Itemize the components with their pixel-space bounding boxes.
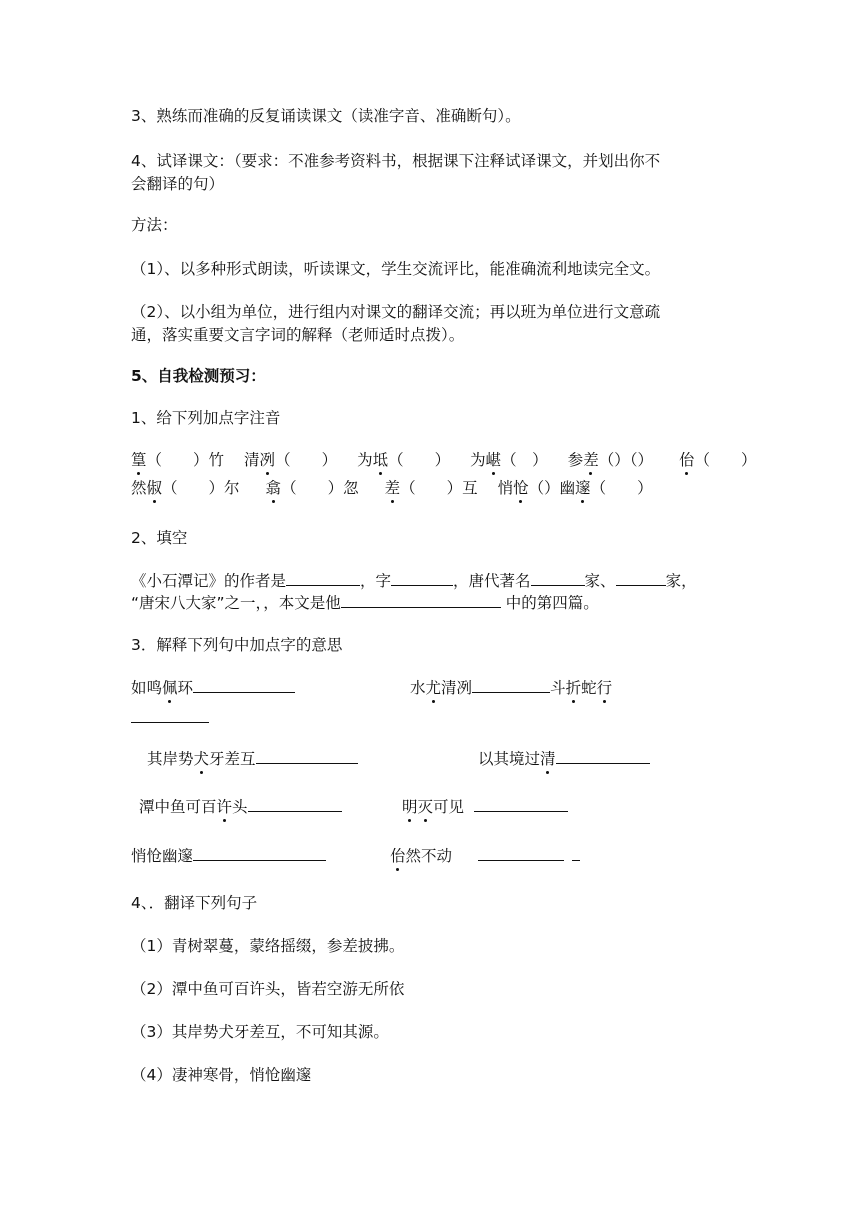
method-2-line2: 通，落实重要文言字词的解释（老师适时点拨）。 [131,326,465,344]
pinyin-blank: （ ） [694,451,757,469]
q1-row2: 然俶（ ）尔 翕（ ）忽 差（ ）互 悄怆（）幽邃（ ） [131,479,653,497]
q3-item-4: 其岸势犬牙差互 [147,749,358,769]
pinyin-blank: （ ）竹 [146,451,225,469]
method-2-line1: （2）、以小组为单位，进行组内对课文的翻译交流；再以班为单位进行文意疏 [131,303,661,321]
dotted-char: 坻 [372,451,389,469]
q4-title: 4、．翻译下列句子 [131,894,258,912]
pinyin-blank: （ ） [275,451,338,469]
answer-blank-tail[interactable] [572,846,580,861]
q1-title: 1、给下列加点字注音 [131,409,281,427]
dotted-char: 尤 [425,679,442,697]
dotted-char: 清 [540,750,556,768]
dotted-char: 许 [216,798,233,816]
q3-item-6: 潭中鱼可百许头 [139,797,342,817]
author-blank[interactable] [286,571,360,586]
answer-blank[interactable] [472,678,550,693]
dotted-char: 差 [583,451,599,469]
dotted-char: 篁 [131,451,147,469]
answer-blank[interactable] [478,846,564,861]
pinyin-blank: （ ） [501,451,548,469]
method-1: （1）、以多种形式朗读，听读课文，学生交流评比，能准确流利地读完全文。 [131,260,661,278]
pinyin-blank: （）（） [598,451,653,469]
section-5-heading: 5、自我检测预习： [131,367,266,385]
collection-blank[interactable] [341,593,501,608]
pinyin-blank: （ ）忽 [281,479,359,497]
q3-item-3-blank[interactable] [131,708,209,723]
pinyin-blank: （ ）互 [400,479,478,497]
q3-item-2: 水尤清冽 斗折蛇行 [410,679,613,697]
q1-row1: 篁（ ）竹 清冽（ ） 为坻（ ） 为嵁（ ） 参差（）（） 佁（ ） [131,451,757,469]
pinyin-blank: （ ）尔 [162,479,240,497]
q3-item-7: 明灭可见 [402,797,568,817]
answer-blank[interactable] [474,797,568,812]
q3-item-8: 悄怆幽邃 [131,846,326,866]
q3-item-5: 以其境过清 [478,749,650,769]
answer-blank[interactable] [556,749,650,764]
q4-item-4: （4）凄神寒骨，悄怆幽邃 [131,1066,312,1084]
field-blank-2[interactable] [616,571,666,586]
dotted-char: 差 [384,479,401,497]
q4-item-3: （3）其岸势犬牙差互，不可知其源。 [131,1023,389,1041]
dotted-char: 冽 [259,451,276,469]
q2-line2: “唐宋八大家”之一，，本文是他 中的第四篇。 [131,594,599,612]
method-label: 方法： [131,216,178,234]
q3-item-1: 如鸣佩环 [131,678,295,698]
dotted-char: 俶 [146,479,163,497]
pinyin-blank: （）幽 [528,479,576,497]
answer-blank[interactable] [256,749,358,764]
answer-blank[interactable] [193,678,295,693]
answer-blank[interactable] [193,846,326,861]
q4-item-2: （2）潭中鱼可百许头，皆若空游无所依 [131,980,405,998]
q2-title: 2、填空 [131,529,188,547]
item-4-line1: 4、试译课文：（要求：不准参考资料书，根据课下注释试译课文，并划出你不 [131,152,661,170]
dotted-char: 嵁 [485,451,502,469]
q2-line1: 《小石潭记》的作者是 ，字 ，唐代著名 家、 家， [131,572,697,590]
dotted-char: 行 [596,679,613,697]
dotted-char: 佁 [678,451,695,469]
dotted-char: 折 [565,679,582,697]
pinyin-blank: （ ） [388,451,451,469]
item-4-line2: 会翻译的句） [131,175,225,193]
field-blank-1[interactable] [531,571,585,586]
answer-blank[interactable] [248,797,342,812]
courtesy-name-blank[interactable] [391,571,453,586]
dotted-char: 佁 [390,847,406,865]
pinyin-blank: （ ） [590,479,653,497]
q3-title: 3．解释下列句中加点字的意思 [131,636,343,654]
dotted-char: 犬 [193,750,210,768]
dotted-char: 怆 [513,479,529,497]
q4-item-1: （1）青树翠蔓，蒙络摇缀，参差披拂。 [131,937,405,955]
dotted-char: 佩 [162,679,178,697]
dotted-char: 翕 [265,479,282,497]
dotted-char: 邃 [575,479,591,497]
item-3: 3、熟练而准确的反复诵读课文（读准字音、准确断句）。 [131,107,521,125]
q3-item-9: 佁然不动 [390,846,580,866]
dotted-char: 明 [402,798,418,816]
dotted-char: 灭 [417,798,434,816]
